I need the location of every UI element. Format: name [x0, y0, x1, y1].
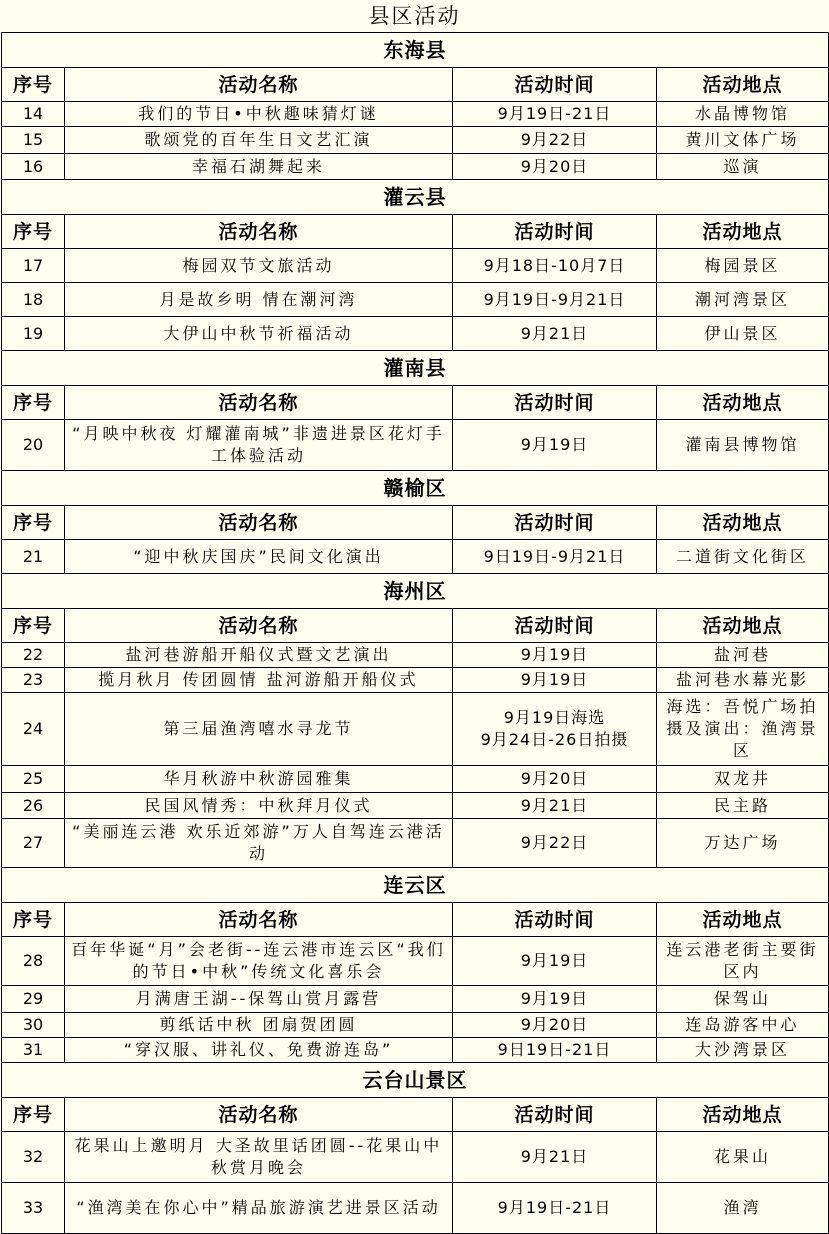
table-row — [2, 1013, 829, 1038]
section-title-row — [2, 574, 829, 609]
table-row — [2, 793, 829, 819]
section-title-row — [2, 33, 829, 68]
table-row — [2, 420, 829, 471]
cell-place: 巡演 — [657, 154, 829, 180]
cell-name: 梅园双节文旅活动 — [65, 249, 453, 283]
section-title-row — [2, 471, 829, 506]
column-header-place: 活动地点 — [657, 68, 829, 102]
column-header-time: 活动时间 — [453, 903, 657, 937]
cell-name: “渔湾美在你心中”精品旅游演艺进景区活动 — [65, 1183, 453, 1234]
column-header-seq: 序号 — [2, 1098, 65, 1132]
cell-time: 9月19日 — [453, 643, 657, 668]
table-row — [2, 317, 829, 351]
table-row — [2, 643, 829, 668]
cell-name: 剪纸话中秋 团扇贺团圆 — [65, 1013, 453, 1038]
cell-place: 万达广场 — [657, 819, 829, 868]
column-header-row — [2, 386, 829, 420]
column-header-seq: 序号 — [2, 609, 65, 643]
column-header-name: 活动名称 — [65, 68, 453, 102]
section-title: 赣榆区 — [2, 471, 829, 506]
cell-seq: 24 — [2, 693, 65, 766]
cell-time: 9月21日 — [453, 317, 657, 351]
cell-seq: 23 — [2, 668, 65, 693]
column-header-seq: 序号 — [2, 506, 65, 540]
page-title: 县区活动 — [368, 4, 461, 28]
column-header-row — [2, 1098, 829, 1132]
cell-name: “月映中秋夜 灯耀灌南城”非遗进景区花灯手工体验活动 — [65, 420, 453, 471]
cell-place: 梅园景区 — [657, 249, 829, 283]
cell-seq: 27 — [2, 819, 65, 868]
cell-seq: 30 — [2, 1013, 65, 1038]
cell-seq: 21 — [2, 540, 65, 574]
cell-time: 9月19日 — [453, 986, 657, 1013]
cell-time: 9日19日-21日 — [453, 1038, 657, 1063]
activity-table-body — [2, 33, 829, 1234]
cell-place: 灌南县博物馆 — [657, 420, 829, 471]
cell-seq: 19 — [2, 317, 65, 351]
column-header-row — [2, 506, 829, 540]
cell-place: 民主路 — [657, 793, 829, 819]
cell-name: 揽月秋月 传团圆情 盐河游船开船仪式 — [65, 668, 453, 693]
table-row — [2, 1132, 829, 1183]
cell-seq: 22 — [2, 643, 65, 668]
section-title: 云台山景区 — [2, 1063, 829, 1098]
cell-name: 盐河巷游船开船仪式暨文艺演出 — [65, 643, 453, 668]
column-header-row — [2, 903, 829, 937]
cell-place: 二道街文化街区 — [657, 540, 829, 574]
section-title-row — [2, 868, 829, 903]
section-title: 连云区 — [2, 868, 829, 903]
table-row — [2, 1038, 829, 1063]
table-row — [2, 986, 829, 1013]
cell-place: 渔湾 — [657, 1183, 829, 1234]
cell-name: 月满唐王湖--保驾山赏月露营 — [65, 986, 453, 1013]
cell-place: 双龙井 — [657, 766, 829, 793]
cell-time: 9月18日-10月7日 — [453, 249, 657, 283]
cell-place: 连云港老街主要街区内 — [657, 937, 829, 986]
section-title: 灌南县 — [2, 351, 829, 386]
column-header-time: 活动时间 — [453, 1098, 657, 1132]
cell-seq: 31 — [2, 1038, 65, 1063]
section-title: 东海县 — [2, 33, 829, 68]
column-header-time: 活动时间 — [453, 215, 657, 249]
cell-place: 大沙湾景区 — [657, 1038, 829, 1063]
cell-name: 我们的节日•中秋趣味猜灯谜 — [65, 102, 453, 127]
cell-name: 民国风情秀：中秋拜月仪式 — [65, 793, 453, 819]
activity-table — [1, 32, 829, 1234]
cell-seq: 15 — [2, 127, 65, 154]
cell-seq: 28 — [2, 937, 65, 986]
cell-seq: 33 — [2, 1183, 65, 1234]
column-header-row — [2, 68, 829, 102]
column-header-name: 活动名称 — [65, 1098, 453, 1132]
column-header-time: 活动时间 — [453, 68, 657, 102]
cell-seq: 32 — [2, 1132, 65, 1183]
column-header-time: 活动时间 — [453, 609, 657, 643]
cell-time: 9月19日 — [453, 937, 657, 986]
section-title-row — [2, 1063, 829, 1098]
cell-time: 9月19日-9月21日 — [453, 283, 657, 317]
cell-time: 9月19日-21日 — [453, 102, 657, 127]
cell-time: 9月22日 — [453, 127, 657, 154]
column-header-seq: 序号 — [2, 903, 65, 937]
column-header-time: 活动时间 — [453, 506, 657, 540]
table-row — [2, 1183, 829, 1234]
table-row — [2, 154, 829, 180]
cell-time: 9月20日 — [453, 1013, 657, 1038]
cell-seq: 26 — [2, 793, 65, 819]
section-title: 海州区 — [2, 574, 829, 609]
cell-name: 百年华诞“月”会老街--连云港市连云区“我们的节日•中秋”传统文化喜乐会 — [65, 937, 453, 986]
cell-place: 海选：吾悦广场拍摄及演出：渔湾景区 — [657, 693, 829, 766]
table-row — [2, 127, 829, 154]
table-row — [2, 937, 829, 986]
cell-seq: 14 — [2, 102, 65, 127]
cell-time: 9日19日-9月21日 — [453, 540, 657, 574]
cell-name: 幸福石湖舞起来 — [65, 154, 453, 180]
column-header-place: 活动地点 — [657, 609, 829, 643]
table-row — [2, 283, 829, 317]
column-header-place: 活动地点 — [657, 506, 829, 540]
column-header-seq: 序号 — [2, 215, 65, 249]
cell-seq: 20 — [2, 420, 65, 471]
cell-place: 伊山景区 — [657, 317, 829, 351]
cell-name: “穿汉服、讲礼仪、免费游连岛” — [65, 1038, 453, 1063]
column-header-time: 活动时间 — [453, 386, 657, 420]
column-header-name: 活动名称 — [65, 386, 453, 420]
column-header-name: 活动名称 — [65, 903, 453, 937]
cell-time: 9月21日 — [453, 793, 657, 819]
cell-time: 9月19日-21日 — [453, 1183, 657, 1234]
table-row — [2, 668, 829, 693]
table-row — [2, 819, 829, 868]
cell-seq: 17 — [2, 249, 65, 283]
column-header-seq: 序号 — [2, 68, 65, 102]
section-title-row — [2, 351, 829, 386]
cell-name: 歌颂党的百年生日文艺汇演 — [65, 127, 453, 154]
cell-seq: 16 — [2, 154, 65, 180]
table-row — [2, 540, 829, 574]
cell-place: 盐河巷 — [657, 643, 829, 668]
cell-place: 连岛游客中心 — [657, 1013, 829, 1038]
cell-name: “迎中秋庆国庆”民间文化演出 — [65, 540, 453, 574]
column-header-seq: 序号 — [2, 386, 65, 420]
column-header-name: 活动名称 — [65, 609, 453, 643]
table-row — [2, 249, 829, 283]
cell-time: 9月19日海选 9月24日-26日拍摄 — [453, 693, 657, 766]
cell-time: 9月20日 — [453, 154, 657, 180]
column-header-row — [2, 609, 829, 643]
cell-name: “美丽连云港 欢乐近郊游”万人自驾连云港活动 — [65, 819, 453, 868]
cell-name: 花果山上邀明月 大圣故里话团圆--花果山中秋赏月晚会 — [65, 1132, 453, 1183]
cell-place: 保驾山 — [657, 986, 829, 1013]
section-title-row — [2, 180, 829, 215]
cell-name: 月是故乡明 情在潮河湾 — [65, 283, 453, 317]
cell-time: 9月21日 — [453, 1132, 657, 1183]
column-header-name: 活动名称 — [65, 506, 453, 540]
cell-time: 9月20日 — [453, 766, 657, 793]
cell-place: 潮河湾景区 — [657, 283, 829, 317]
cell-seq: 25 — [2, 766, 65, 793]
cell-time: 9月22日 — [453, 819, 657, 868]
column-header-place: 活动地点 — [657, 1098, 829, 1132]
column-header-name: 活动名称 — [65, 215, 453, 249]
cell-place: 花果山 — [657, 1132, 829, 1183]
column-header-row — [2, 215, 829, 249]
cell-place: 盐河巷水幕光影 — [657, 668, 829, 693]
cell-time: 9月19日 — [453, 420, 657, 471]
cell-name: 华月秋游中秋游园雅集 — [65, 766, 453, 793]
cell-time: 9月19日 — [453, 668, 657, 693]
section-title: 灌云县 — [2, 180, 829, 215]
table-row — [2, 102, 829, 127]
table-row — [2, 693, 829, 766]
cell-name: 大伊山中秋节祈福活动 — [65, 317, 453, 351]
cell-seq: 18 — [2, 283, 65, 317]
table-row — [2, 766, 829, 793]
cell-name: 第三届渔湾嘻水寻龙节 — [65, 693, 453, 766]
cell-place: 水晶博物馆 — [657, 102, 829, 127]
cell-seq: 29 — [2, 986, 65, 1013]
column-header-place: 活动地点 — [657, 386, 829, 420]
cell-place: 黄川文体广场 — [657, 127, 829, 154]
column-header-place: 活动地点 — [657, 903, 829, 937]
column-header-place: 活动地点 — [657, 215, 829, 249]
